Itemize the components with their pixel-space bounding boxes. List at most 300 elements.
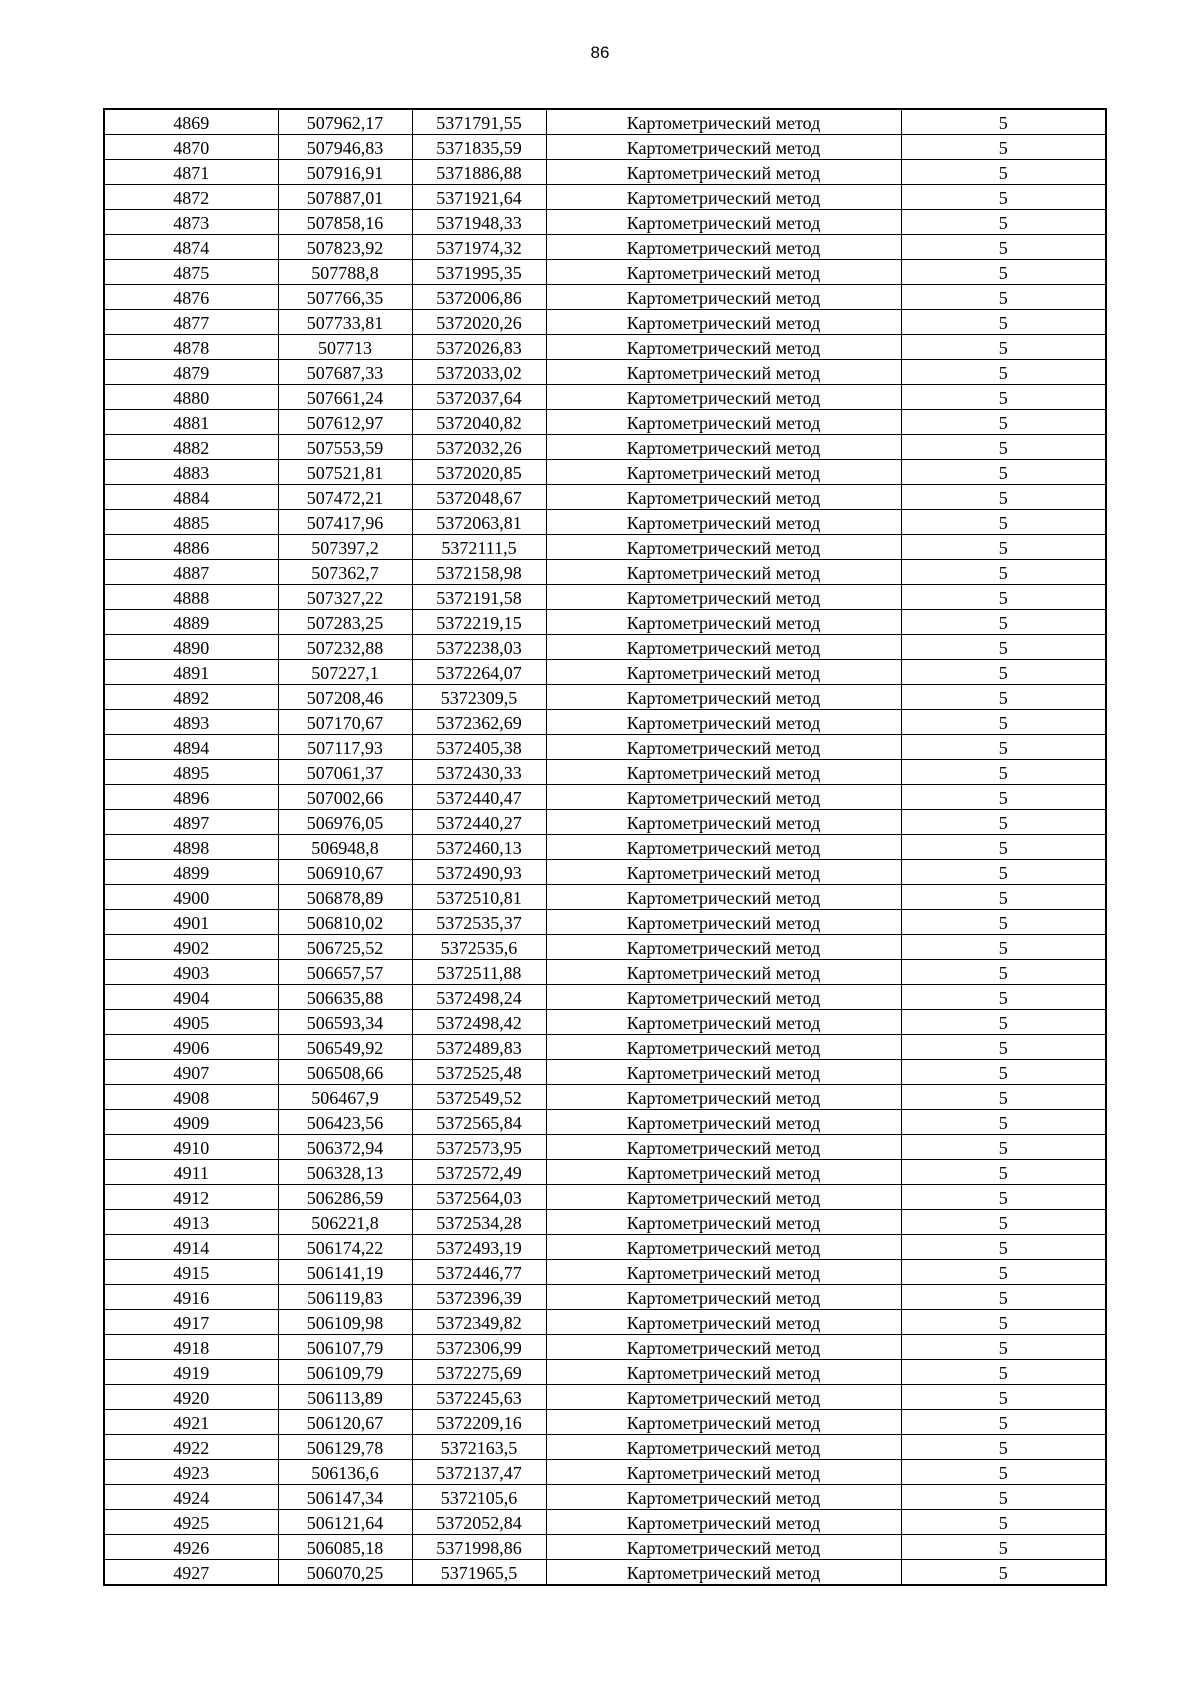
y-coordinate-cell: 5372440,27 (412, 810, 546, 835)
point-number-cell: 4874 (104, 235, 278, 260)
x-coordinate-cell: 506372,94 (278, 1135, 412, 1160)
table-row (104, 1060, 1106, 1085)
accuracy-cell: 5 (901, 510, 1106, 535)
point-number-cell: 4914 (104, 1235, 278, 1260)
accuracy-cell: 5 (901, 435, 1106, 460)
y-coordinate-cell: 5372460,13 (412, 835, 546, 860)
x-coordinate-cell: 507766,35 (278, 285, 412, 310)
y-coordinate-cell: 5372498,42 (412, 1010, 546, 1035)
point-number-cell: 4875 (104, 260, 278, 285)
method-cell: Картометрический метод (546, 435, 901, 460)
method-cell: Картометрический метод (546, 660, 901, 685)
table-row (104, 610, 1106, 635)
method-cell: Картометрический метод (546, 1210, 901, 1235)
method-cell: Картометрический метод (546, 360, 901, 385)
table-row (104, 1510, 1106, 1535)
accuracy-cell: 5 (901, 1085, 1106, 1110)
accuracy-cell: 5 (901, 1460, 1106, 1485)
y-coordinate-cell: 5372362,69 (412, 710, 546, 735)
x-coordinate-cell: 506147,34 (278, 1485, 412, 1510)
table-row (104, 1485, 1106, 1510)
x-coordinate-cell: 506976,05 (278, 810, 412, 835)
accuracy-cell: 5 (901, 935, 1106, 960)
method-cell: Картометрический метод (546, 1485, 901, 1510)
y-coordinate-cell: 5372219,15 (412, 610, 546, 635)
x-coordinate-cell: 507117,93 (278, 735, 412, 760)
x-coordinate-cell: 507733,81 (278, 310, 412, 335)
point-number-cell: 4902 (104, 935, 278, 960)
table-row (104, 510, 1106, 535)
method-cell: Картометрический метод (546, 1410, 901, 1435)
accuracy-cell: 5 (901, 735, 1106, 760)
point-number-cell: 4907 (104, 1060, 278, 1085)
y-coordinate-cell: 5372264,07 (412, 660, 546, 685)
table-row (104, 1260, 1106, 1285)
y-coordinate-cell: 5372158,98 (412, 560, 546, 585)
table-row (104, 985, 1106, 1010)
x-coordinate-cell: 507472,21 (278, 485, 412, 510)
table-row (104, 585, 1106, 610)
x-coordinate-cell: 507232,88 (278, 635, 412, 660)
accuracy-cell: 5 (901, 360, 1106, 385)
y-coordinate-cell: 5372549,52 (412, 1085, 546, 1110)
y-coordinate-cell: 5372405,38 (412, 735, 546, 760)
method-cell: Картометрический метод (546, 1135, 901, 1160)
table-row (104, 109, 1106, 135)
accuracy-cell: 5 (901, 1185, 1106, 1210)
method-cell: Картометрический метод (546, 1435, 901, 1460)
accuracy-cell: 5 (901, 1410, 1106, 1435)
x-coordinate-cell: 507553,59 (278, 435, 412, 460)
method-cell: Картометрический метод (546, 585, 901, 610)
y-coordinate-cell: 5371995,35 (412, 260, 546, 285)
method-cell: Картометрический метод (546, 1535, 901, 1560)
coordinates-table-body (104, 109, 1106, 1585)
x-coordinate-cell: 506119,83 (278, 1285, 412, 1310)
x-coordinate-cell: 507612,97 (278, 410, 412, 435)
method-cell: Картометрический метод (546, 1010, 901, 1035)
y-coordinate-cell: 5372063,81 (412, 510, 546, 535)
accuracy-cell: 5 (901, 760, 1106, 785)
table-row (104, 335, 1106, 360)
x-coordinate-cell: 507788,8 (278, 260, 412, 285)
accuracy-cell: 5 (901, 610, 1106, 635)
accuracy-cell: 5 (901, 1385, 1106, 1410)
point-number-cell: 4870 (104, 135, 278, 160)
table-row (104, 1310, 1106, 1335)
x-coordinate-cell: 506810,02 (278, 910, 412, 935)
accuracy-cell: 5 (901, 785, 1106, 810)
point-number-cell: 4897 (104, 810, 278, 835)
y-coordinate-cell: 5372191,58 (412, 585, 546, 610)
table-row (104, 1360, 1106, 1385)
point-number-cell: 4880 (104, 385, 278, 410)
table-row (104, 1135, 1106, 1160)
y-coordinate-cell: 5372020,85 (412, 460, 546, 485)
y-coordinate-cell: 5372525,48 (412, 1060, 546, 1085)
table-row (104, 785, 1106, 810)
method-cell: Картометрический метод (546, 1460, 901, 1485)
method-cell: Картометрический метод (546, 835, 901, 860)
point-number-cell: 4890 (104, 635, 278, 660)
table-row (104, 1035, 1106, 1060)
point-number-cell: 4871 (104, 160, 278, 185)
accuracy-cell: 5 (901, 1160, 1106, 1185)
table-row (104, 385, 1106, 410)
accuracy-cell: 5 (901, 1510, 1106, 1535)
point-number-cell: 4887 (104, 560, 278, 585)
x-coordinate-cell: 506549,92 (278, 1035, 412, 1060)
point-number-cell: 4923 (104, 1460, 278, 1485)
accuracy-cell: 5 (901, 885, 1106, 910)
x-coordinate-cell: 506174,22 (278, 1235, 412, 1260)
y-coordinate-cell: 5371965,5 (412, 1560, 546, 1586)
method-cell: Картометрический метод (546, 760, 901, 785)
point-number-cell: 4900 (104, 885, 278, 910)
point-number-cell: 4919 (104, 1360, 278, 1385)
point-number-cell: 4912 (104, 1185, 278, 1210)
accuracy-cell: 5 (901, 1235, 1106, 1260)
table-row (104, 285, 1106, 310)
y-coordinate-cell: 5371886,88 (412, 160, 546, 185)
point-number-cell: 4920 (104, 1385, 278, 1410)
point-number-cell: 4901 (104, 910, 278, 935)
accuracy-cell: 5 (901, 185, 1106, 210)
y-coordinate-cell: 5371974,32 (412, 235, 546, 260)
x-coordinate-cell: 506129,78 (278, 1435, 412, 1460)
y-coordinate-cell: 5372510,81 (412, 885, 546, 910)
x-coordinate-cell: 507283,25 (278, 610, 412, 635)
y-coordinate-cell: 5372163,5 (412, 1435, 546, 1460)
x-coordinate-cell: 507002,66 (278, 785, 412, 810)
method-cell: Картометрический метод (546, 410, 901, 435)
x-coordinate-cell: 506948,8 (278, 835, 412, 860)
accuracy-cell: 5 (901, 985, 1106, 1010)
accuracy-cell: 5 (901, 1435, 1106, 1460)
table-row (104, 1185, 1106, 1210)
accuracy-cell: 5 (901, 1035, 1106, 1060)
accuracy-cell: 5 (901, 160, 1106, 185)
table-row (104, 210, 1106, 235)
table-row (104, 160, 1106, 185)
point-number-cell: 4894 (104, 735, 278, 760)
x-coordinate-cell: 506120,67 (278, 1410, 412, 1435)
accuracy-cell: 5 (901, 285, 1106, 310)
table-row (104, 1210, 1106, 1235)
x-coordinate-cell: 507417,96 (278, 510, 412, 535)
y-coordinate-cell: 5372490,93 (412, 860, 546, 885)
y-coordinate-cell: 5372137,47 (412, 1460, 546, 1485)
point-number-cell: 4899 (104, 860, 278, 885)
method-cell: Картометрический метод (546, 1560, 901, 1586)
y-coordinate-cell: 5372396,39 (412, 1285, 546, 1310)
point-number-cell: 4883 (104, 460, 278, 485)
method-cell: Картометрический метод (546, 1110, 901, 1135)
table-row (104, 1160, 1106, 1185)
x-coordinate-cell: 506657,57 (278, 960, 412, 985)
method-cell: Картометрический метод (546, 235, 901, 260)
table-row (104, 1410, 1106, 1435)
method-cell: Картометрический метод (546, 935, 901, 960)
point-number-cell: 4888 (104, 585, 278, 610)
method-cell: Картометрический метод (546, 1385, 901, 1410)
method-cell: Картометрический метод (546, 1035, 901, 1060)
point-number-cell: 4910 (104, 1135, 278, 1160)
accuracy-cell: 5 (901, 535, 1106, 560)
y-coordinate-cell: 5372446,77 (412, 1260, 546, 1285)
method-cell: Картометрический метод (546, 810, 901, 835)
x-coordinate-cell: 507962,17 (278, 109, 412, 135)
y-coordinate-cell: 5372209,16 (412, 1410, 546, 1435)
method-cell: Картометрический метод (546, 260, 901, 285)
point-number-cell: 4873 (104, 210, 278, 235)
x-coordinate-cell: 506467,9 (278, 1085, 412, 1110)
y-coordinate-cell: 5372309,5 (412, 685, 546, 710)
y-coordinate-cell: 5372048,67 (412, 485, 546, 510)
y-coordinate-cell: 5372020,26 (412, 310, 546, 335)
y-coordinate-cell: 5372493,19 (412, 1235, 546, 1260)
method-cell: Картометрический метод (546, 1060, 901, 1085)
method-cell: Картометрический метод (546, 910, 901, 935)
table-row (104, 835, 1106, 860)
table-row (104, 1010, 1106, 1035)
table-row (104, 485, 1106, 510)
y-coordinate-cell: 5372349,82 (412, 1310, 546, 1335)
table-row (104, 1560, 1106, 1586)
x-coordinate-cell: 507916,91 (278, 160, 412, 185)
point-number-cell: 4918 (104, 1335, 278, 1360)
method-cell: Картометрический метод (546, 160, 901, 185)
table-row (104, 710, 1106, 735)
point-number-cell: 4891 (104, 660, 278, 685)
y-coordinate-cell: 5372006,86 (412, 285, 546, 310)
method-cell: Картометрический метод (546, 635, 901, 660)
table-row (104, 185, 1106, 210)
x-coordinate-cell: 507858,16 (278, 210, 412, 235)
method-cell: Картометрический метод (546, 1260, 901, 1285)
accuracy-cell: 5 (901, 235, 1106, 260)
y-coordinate-cell: 5372564,03 (412, 1185, 546, 1210)
accuracy-cell: 5 (901, 810, 1106, 835)
method-cell: Картометрический метод (546, 460, 901, 485)
method-cell: Картометрический метод (546, 285, 901, 310)
point-number-cell: 4927 (104, 1560, 278, 1586)
method-cell: Картометрический метод (546, 485, 901, 510)
method-cell: Картометрический метод (546, 610, 901, 635)
table-row (104, 1335, 1106, 1360)
table-row (104, 260, 1106, 285)
y-coordinate-cell: 5372565,84 (412, 1110, 546, 1135)
x-coordinate-cell: 507946,83 (278, 135, 412, 160)
accuracy-cell: 5 (901, 335, 1106, 360)
accuracy-cell: 5 (901, 260, 1106, 285)
point-number-cell: 4926 (104, 1535, 278, 1560)
table-row (104, 310, 1106, 335)
method-cell: Картометрический метод (546, 560, 901, 585)
point-number-cell: 4879 (104, 360, 278, 385)
table-row (104, 1385, 1106, 1410)
y-coordinate-cell: 5372511,88 (412, 960, 546, 985)
x-coordinate-cell: 506107,79 (278, 1335, 412, 1360)
y-coordinate-cell: 5372572,49 (412, 1160, 546, 1185)
method-cell: Картометрический метод (546, 135, 901, 160)
method-cell: Картометрический метод (546, 1235, 901, 1260)
accuracy-cell: 5 (901, 960, 1106, 985)
table-row (104, 235, 1106, 260)
y-coordinate-cell: 5372032,26 (412, 435, 546, 460)
accuracy-cell: 5 (901, 910, 1106, 935)
point-number-cell: 4909 (104, 1110, 278, 1135)
point-number-cell: 4884 (104, 485, 278, 510)
accuracy-cell: 5 (901, 685, 1106, 710)
x-coordinate-cell: 506136,6 (278, 1460, 412, 1485)
x-coordinate-cell: 506070,25 (278, 1560, 412, 1586)
method-cell: Картометрический метод (546, 335, 901, 360)
method-cell: Картометрический метод (546, 985, 901, 1010)
point-number-cell: 4878 (104, 335, 278, 360)
method-cell: Картометрический метод (546, 109, 901, 135)
accuracy-cell: 5 (901, 410, 1106, 435)
method-cell: Картометрический метод (546, 960, 901, 985)
x-coordinate-cell: 506109,79 (278, 1360, 412, 1385)
point-number-cell: 4906 (104, 1035, 278, 1060)
accuracy-cell: 5 (901, 460, 1106, 485)
x-coordinate-cell: 506328,13 (278, 1160, 412, 1185)
x-coordinate-cell: 506635,88 (278, 985, 412, 1010)
x-coordinate-cell: 506141,19 (278, 1260, 412, 1285)
x-coordinate-cell: 507227,1 (278, 660, 412, 685)
page-number: 86 (590, 43, 610, 62)
method-cell: Картометрический метод (546, 1335, 901, 1360)
accuracy-cell: 5 (901, 1135, 1106, 1160)
accuracy-cell: 5 (901, 485, 1106, 510)
table-row (104, 935, 1106, 960)
accuracy-cell: 5 (901, 310, 1106, 335)
table-row (104, 135, 1106, 160)
table-row (104, 435, 1106, 460)
y-coordinate-cell: 5372498,24 (412, 985, 546, 1010)
method-cell: Картометрический метод (546, 210, 901, 235)
point-number-cell: 4913 (104, 1210, 278, 1235)
table-row (104, 1435, 1106, 1460)
accuracy-cell: 5 (901, 1260, 1106, 1285)
table-row (104, 635, 1106, 660)
y-coordinate-cell: 5372037,64 (412, 385, 546, 410)
x-coordinate-cell: 507327,22 (278, 585, 412, 610)
accuracy-cell: 5 (901, 1210, 1106, 1235)
accuracy-cell: 5 (901, 1285, 1106, 1310)
method-cell: Картометрический метод (546, 1185, 901, 1210)
y-coordinate-cell: 5371835,59 (412, 135, 546, 160)
point-number-cell: 4886 (104, 535, 278, 560)
x-coordinate-cell: 506085,18 (278, 1535, 412, 1560)
x-coordinate-cell: 507823,92 (278, 235, 412, 260)
table-row (104, 685, 1106, 710)
point-number-cell: 4885 (104, 510, 278, 535)
x-coordinate-cell: 507362,7 (278, 560, 412, 585)
method-cell: Картометрический метод (546, 1510, 901, 1535)
accuracy-cell: 5 (901, 1310, 1106, 1335)
table-row (104, 1085, 1106, 1110)
table-row (104, 1535, 1106, 1560)
point-number-cell: 4908 (104, 1085, 278, 1110)
point-number-cell: 4896 (104, 785, 278, 810)
accuracy-cell: 5 (901, 135, 1106, 160)
method-cell: Картометрический метод (546, 735, 901, 760)
accuracy-cell: 5 (901, 1360, 1106, 1385)
method-cell: Картометрический метод (546, 185, 901, 210)
accuracy-cell: 5 (901, 1010, 1106, 1035)
x-coordinate-cell: 507713 (278, 335, 412, 360)
table-row (104, 860, 1106, 885)
method-cell: Картометрический метод (546, 785, 901, 810)
table-row (104, 1460, 1106, 1485)
y-coordinate-cell: 5372573,95 (412, 1135, 546, 1160)
accuracy-cell: 5 (901, 385, 1106, 410)
y-coordinate-cell: 5371921,64 (412, 185, 546, 210)
method-cell: Картометрический метод (546, 1310, 901, 1335)
method-cell: Картометрический метод (546, 310, 901, 335)
x-coordinate-cell: 507170,67 (278, 710, 412, 735)
y-coordinate-cell: 5372440,47 (412, 785, 546, 810)
method-cell: Картометрический метод (546, 385, 901, 410)
y-coordinate-cell: 5372111,5 (412, 535, 546, 560)
x-coordinate-cell: 506113,89 (278, 1385, 412, 1410)
table-row (104, 535, 1106, 560)
point-number-cell: 4869 (104, 109, 278, 135)
method-cell: Картометрический метод (546, 1360, 901, 1385)
point-number-cell: 4877 (104, 310, 278, 335)
x-coordinate-cell: 506508,66 (278, 1060, 412, 1085)
x-coordinate-cell: 507687,33 (278, 360, 412, 385)
accuracy-cell: 5 (901, 1485, 1106, 1510)
table-row (104, 560, 1106, 585)
x-coordinate-cell: 506221,8 (278, 1210, 412, 1235)
accuracy-cell: 5 (901, 860, 1106, 885)
method-cell: Картометрический метод (546, 885, 901, 910)
point-number-cell: 4872 (104, 185, 278, 210)
y-coordinate-cell: 5372430,33 (412, 760, 546, 785)
accuracy-cell: 5 (901, 210, 1106, 235)
x-coordinate-cell: 507887,01 (278, 185, 412, 210)
y-coordinate-cell: 5372535,6 (412, 935, 546, 960)
y-coordinate-cell: 5371791,55 (412, 109, 546, 135)
point-number-cell: 4904 (104, 985, 278, 1010)
method-cell: Картометрический метод (546, 1285, 901, 1310)
accuracy-cell: 5 (901, 710, 1106, 735)
point-number-cell: 4917 (104, 1310, 278, 1335)
table-row (104, 410, 1106, 435)
y-coordinate-cell: 5372026,83 (412, 335, 546, 360)
y-coordinate-cell: 5372052,84 (412, 1510, 546, 1535)
point-number-cell: 4881 (104, 410, 278, 435)
method-cell: Картометрический метод (546, 1085, 901, 1110)
point-number-cell: 4925 (104, 1510, 278, 1535)
table-row (104, 460, 1106, 485)
x-coordinate-cell: 507397,2 (278, 535, 412, 560)
y-coordinate-cell: 5371948,33 (412, 210, 546, 235)
point-number-cell: 4915 (104, 1260, 278, 1285)
accuracy-cell: 5 (901, 109, 1106, 135)
point-number-cell: 4876 (104, 285, 278, 310)
table-row (104, 1110, 1106, 1135)
x-coordinate-cell: 506286,59 (278, 1185, 412, 1210)
table-row (104, 760, 1106, 785)
x-coordinate-cell: 506423,56 (278, 1110, 412, 1135)
point-number-cell: 4893 (104, 710, 278, 735)
table-row (104, 1285, 1106, 1310)
point-number-cell: 4911 (104, 1160, 278, 1185)
